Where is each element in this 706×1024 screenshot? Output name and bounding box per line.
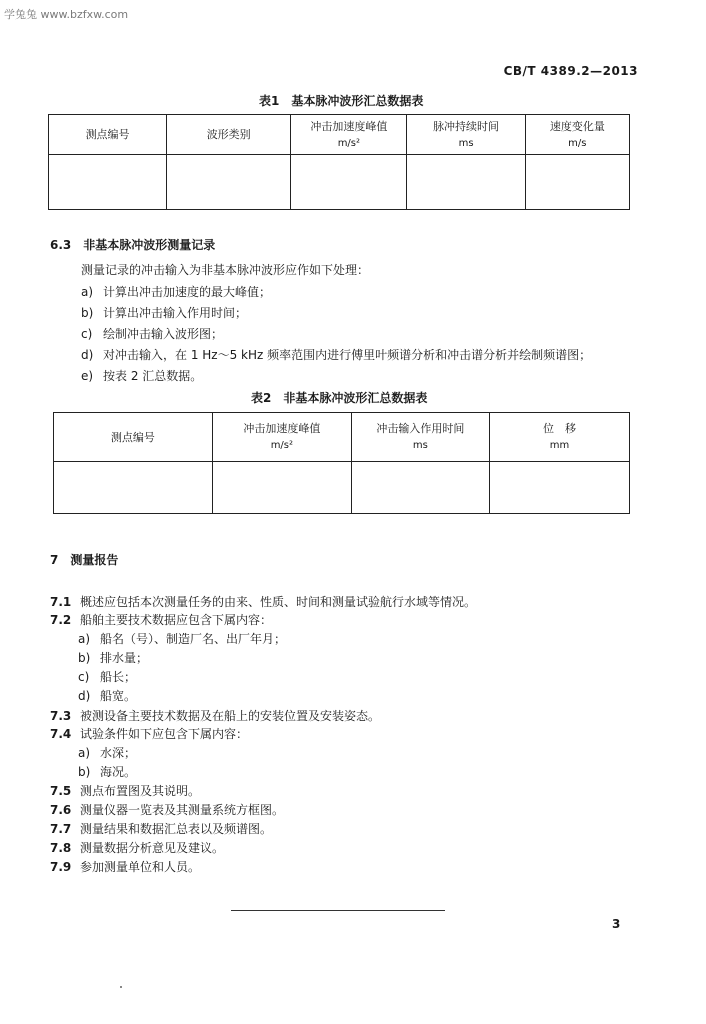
table2-header-cell <box>351 413 489 462</box>
item-label: d) <box>78 689 91 703</box>
table1-caption: 表1 基本脉冲波形汇总数据表 <box>259 94 424 108</box>
header-label: 位 移 <box>542 422 576 435</box>
table2-caption: 表2 非基本脉冲波形汇总数据表 <box>251 391 428 405</box>
header-label: 冲击加速度峰值 <box>310 119 388 133</box>
clause-number: 7.9 <box>50 860 72 874</box>
clause-text: 测量仪器一览表及其测量系统方框图。 <box>80 803 285 817</box>
item-label: a) <box>78 746 91 760</box>
item-label: c) <box>78 670 90 684</box>
item-text: 排水量； <box>100 651 149 665</box>
table2 <box>53 412 630 514</box>
item-text: 船长； <box>100 670 137 684</box>
table-cell <box>489 462 629 514</box>
table2-empty-row <box>54 462 630 514</box>
header-unit: m/s <box>568 137 587 149</box>
header-unit: ms <box>412 440 428 451</box>
footer-rule <box>231 910 445 911</box>
header-unit: ms <box>458 137 474 149</box>
table-cell <box>49 155 167 210</box>
list-item <box>78 668 136 685</box>
clause-number: 7.1 <box>50 595 72 609</box>
header-unit: mm <box>549 440 570 451</box>
clause-text: 船舶主要技术数据应包含下属内容： <box>80 613 273 627</box>
clause-7-7 <box>50 820 272 837</box>
item-text: 计算出冲击加速度的最大峰值； <box>103 285 272 299</box>
clause-7-2 <box>50 611 272 628</box>
table2-header-cell <box>489 413 629 462</box>
clause-number: 7.3 <box>50 709 72 723</box>
list-item <box>78 763 136 780</box>
table1-header-cell <box>49 115 167 155</box>
item-text: 按表 2 汇总数据。 <box>103 369 203 383</box>
item-label: a) <box>78 632 91 646</box>
item-label: b) <box>78 765 91 779</box>
header-unit: m/s² <box>270 440 294 451</box>
clause-number: 7.2 <box>50 613 72 627</box>
list-item <box>81 346 591 363</box>
table-cell <box>351 462 489 514</box>
table2-header-cell <box>212 413 351 462</box>
table1-empty-row <box>49 155 630 210</box>
item-text: 海况。 <box>100 765 137 779</box>
clause-7-8 <box>50 839 224 856</box>
clause-number: 7.4 <box>50 727 72 741</box>
item-text: 船名（号）、制造厂名、出厂年月； <box>100 632 287 646</box>
list-item <box>78 687 136 704</box>
clause-text: 测点布置图及其说明。 <box>80 784 201 798</box>
table1-header-cell <box>525 115 629 155</box>
item-label: d) <box>81 348 94 362</box>
table1-header-cell <box>167 115 291 155</box>
table-cell <box>54 462 213 514</box>
item-text: 船宽。 <box>100 689 137 703</box>
header-label: 冲击加速度峰值 <box>243 422 321 435</box>
clause-7-4 <box>50 725 248 742</box>
table1-header-row <box>49 115 630 155</box>
header-label: 测点编号 <box>85 128 130 141</box>
clause-7-1 <box>50 593 476 610</box>
list-item <box>81 325 223 342</box>
table-cell <box>167 155 291 210</box>
table-cell <box>525 155 629 210</box>
table2-header-cell <box>54 413 213 462</box>
item-label: b) <box>81 306 94 320</box>
item-text: 绘制冲击输入波形图； <box>103 327 224 341</box>
section-7-title: 7 测量报告 <box>50 553 119 567</box>
clause-number: 7.7 <box>50 822 72 836</box>
table1-header-cell <box>291 115 407 155</box>
item-label: a) <box>81 285 94 299</box>
item-text: 对冲击输入，在 1 Hz～5 kHz 频率范围内进行傅里叶频谱分析和冲击谱分析并绘制频谱图； <box>103 348 592 362</box>
table2-header-row <box>54 413 630 462</box>
item-text: 计算出冲击输入作用时间； <box>103 306 248 320</box>
watermark: 学兔兔 www.bzfxw.com <box>4 8 129 21</box>
header-label: 脉冲持续时间 <box>433 119 500 133</box>
list-item <box>78 744 136 761</box>
clause-7-3 <box>50 707 380 724</box>
section-6-3-intro: 测量记录的冲击输入为非基本脉冲波形应作如下处理： <box>81 263 370 277</box>
item-text: 水深； <box>100 746 137 760</box>
clause-text: 概述应包括本次测量任务的由来、性质、时间和测量试验航行水域等情况。 <box>80 595 477 609</box>
list-item <box>81 304 247 321</box>
list-item <box>78 649 148 666</box>
clause-text: 参加测量单位和人员。 <box>80 860 201 874</box>
header-label: 冲击输入作用时间 <box>376 422 465 435</box>
table-cell <box>407 155 525 210</box>
scan-speck <box>120 986 122 988</box>
clause-text: 测量数据分析意见及建议。 <box>80 841 225 855</box>
clause-number: 7.8 <box>50 841 72 855</box>
clause-7-5 <box>50 782 200 799</box>
section-6-3-title: 6.3 非基本脉冲波形测量记录 <box>50 238 216 252</box>
table-cell <box>291 155 407 210</box>
clause-7-9 <box>50 858 200 875</box>
item-label: c) <box>81 327 93 341</box>
header-unit: m/s² <box>337 137 361 149</box>
header-label: 速度变化量 <box>549 119 605 133</box>
page-number: 3 <box>612 917 621 931</box>
list-item <box>78 630 286 647</box>
clause-number: 7.5 <box>50 784 72 798</box>
clause-number: 7.6 <box>50 803 72 817</box>
list-item <box>81 283 271 300</box>
table1 <box>48 114 630 210</box>
clause-text: 测量结果和数据汇总表以及频谱图。 <box>80 822 273 836</box>
clause-text: 被测设备主要技术数据及在船上的安装位置及安装姿态。 <box>80 709 381 723</box>
item-label: e) <box>81 369 94 383</box>
header-label: 波形类别 <box>206 128 251 141</box>
item-label: b) <box>78 651 91 665</box>
header-label: 测点编号 <box>110 430 155 444</box>
table1-header-cell <box>407 115 525 155</box>
standard-number: CB/T 4389.2—2013 <box>503 64 638 78</box>
clause-text: 试验条件如下应包含下属内容： <box>80 727 249 741</box>
table-cell <box>212 462 351 514</box>
clause-7-6 <box>50 801 284 818</box>
list-item <box>81 367 202 384</box>
